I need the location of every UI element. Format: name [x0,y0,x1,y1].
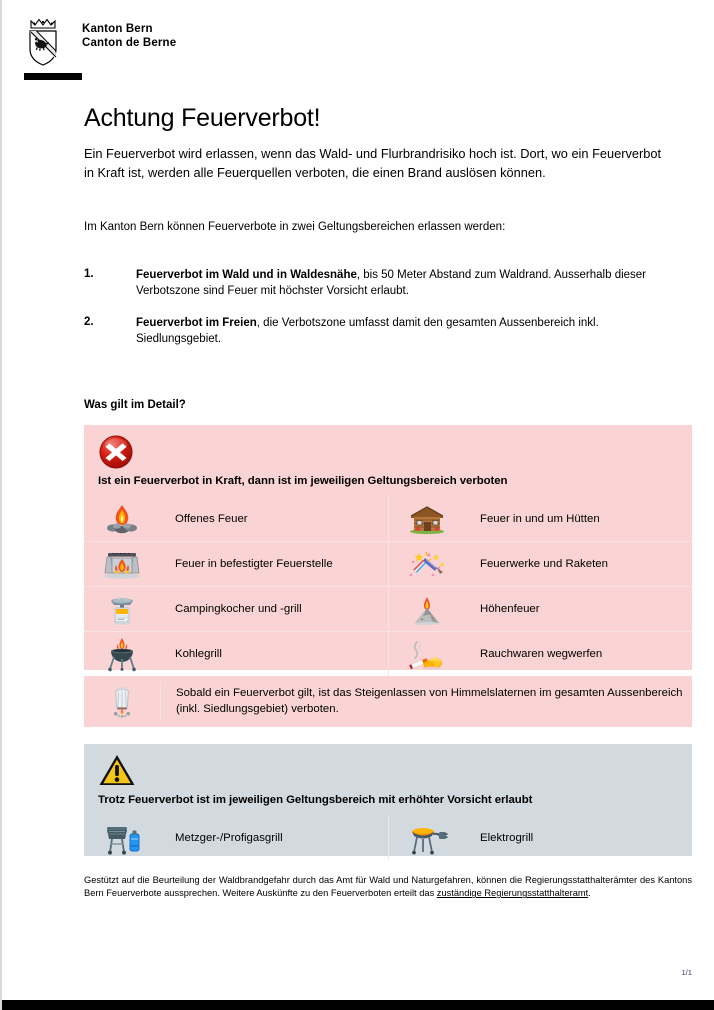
sky-lantern-row [84,676,692,727]
prohibited-item-label: Feuer in befestigter Feuerstelle [175,558,333,570]
list-item-rest: , die Verbotszone umfasst damit den gesamten Aussenbereich inkl. Siedlungsgebiet. [136,317,599,345]
footnote-text-part1: Gestützt auf die Beurteilung der Waldbrandgefahr durch das Amt für Wald und Naturgefahren, können die Regierungsstatthalterämter des Kantons Bern Feuerverbote aussprechen. Weitere Auskünfte zu den Feuerverboten erteilt das [84,875,692,899]
allowed-panel [84,744,692,856]
charcoal-grill-icon [84,632,160,677]
prohibited-panel-heading: Ist ein Feuerverbot in Kraft, dann ist im jeweiligen Geltungsbereich verboten [98,475,508,487]
scope-list [84,268,684,364]
allowed-item [388,815,692,860]
header-rule-bar [24,73,82,80]
list-item-body [136,316,684,347]
red-circle-x-icon [98,434,134,470]
footnote-text-part2: . [588,888,591,899]
camping-stove-icon [84,587,160,632]
brand-name-fr: Canton de Berne [82,36,177,49]
list-item [84,316,684,347]
sky-lantern-text: Sobald ein Feuerverbot gilt, ist das Steigenlassen von Himmelslaternen im gesamten Aussenbereich (inkl. Siedlungsgebiet) verboten. [160,682,692,722]
prohibited-item-label: Offenes Feuer [175,512,248,525]
sky-lantern-panel [84,676,692,727]
table-row [84,631,692,676]
brand-name [82,23,176,50]
fireworks-icon [389,542,465,587]
prohibited-item [388,631,692,676]
list-item-number: 2. [84,316,94,328]
section-heading: Was gilt im Detail? [84,399,186,411]
list-item-number: 1. [84,268,94,280]
list-item [84,268,684,299]
prohibited-item [84,496,388,541]
table-row [84,541,692,586]
allowed-item-label: Elektrogrill [480,831,534,844]
bern-coat-of-arms-icon [24,16,68,66]
allowed-item [84,815,388,860]
gas-grill-icon [84,815,160,860]
fire-pit-icon [84,542,160,587]
allowed-items-grid [84,815,692,860]
prohibited-item-label: Rauchwaren wegwerfen [480,648,603,660]
footer-bar [2,1000,714,1010]
prohibited-item-label: Campingkocher und -grill [175,603,302,615]
table-row [84,815,692,860]
allowed-item-label: Metzger-/Profigasgrill [175,831,283,844]
electric-grill-icon [389,815,465,860]
page-title: Achtung Feuerverbot! [84,104,321,132]
prohibited-items-grid [84,496,692,676]
hut-icon [389,496,465,541]
prohibited-item [388,586,692,631]
footnote [84,874,692,900]
sky-lantern-icon [84,676,160,727]
intro-paragraph: Im Kanton Bern können Feuerverbote in zwei Geltungsbereichen erlassen werden: [84,221,506,233]
allowed-panel-heading: Trotz Feuerverbot ist im jeweiligen Geltungsbereich mit erhöhter Vorsicht erlaubt [98,794,533,806]
prohibited-panel [84,425,692,670]
prohibited-item [84,586,388,631]
campfire-icon [84,496,160,541]
table-row [84,586,692,631]
list-item-strong: Feuerverbot im Freien [136,317,257,329]
prohibited-item-label: Feuerwerke und Raketen [480,558,608,570]
warning-triangle-icon [98,753,134,789]
table-row [84,496,692,541]
list-item-strong: Feuerverbot im Wald und in Waldesnähe [136,269,357,281]
lead-paragraph: Ein Feuerverbot wird erlassen, wenn das Wald- und Flurbrandrisiko hoch ist. Dort, wo ein Feuerverbot in Kraft ist, werden alle Feuerquellen verboten, die einen Brand auslösen können. [84,146,662,180]
prohibited-item-label: Höhenfeuer [480,603,540,615]
prohibited-item [388,496,692,541]
bonfire-hill-icon [389,587,465,632]
prohibited-item [84,631,388,676]
brand-name-de: Kanton Bern [82,23,153,35]
prohibited-item-label: Feuer in und um Hütten [480,512,600,525]
list-item-rest: , bis 50 Meter Abstand zum Waldrand. Ausserhalb dieser Verbotszone sind Feuer mit höchster Vorsicht erlaubt. [136,269,647,297]
prohibited-item [84,541,388,586]
prohibited-item-label: Kohlegrill [175,648,222,660]
cigarette-icon [389,632,465,677]
list-item-body [136,268,684,299]
footnote-link[interactable]: zuständige Regierungsstatthalteramt [436,888,589,899]
prohibited-item [388,541,692,586]
page-number: 1/1 [681,968,692,977]
